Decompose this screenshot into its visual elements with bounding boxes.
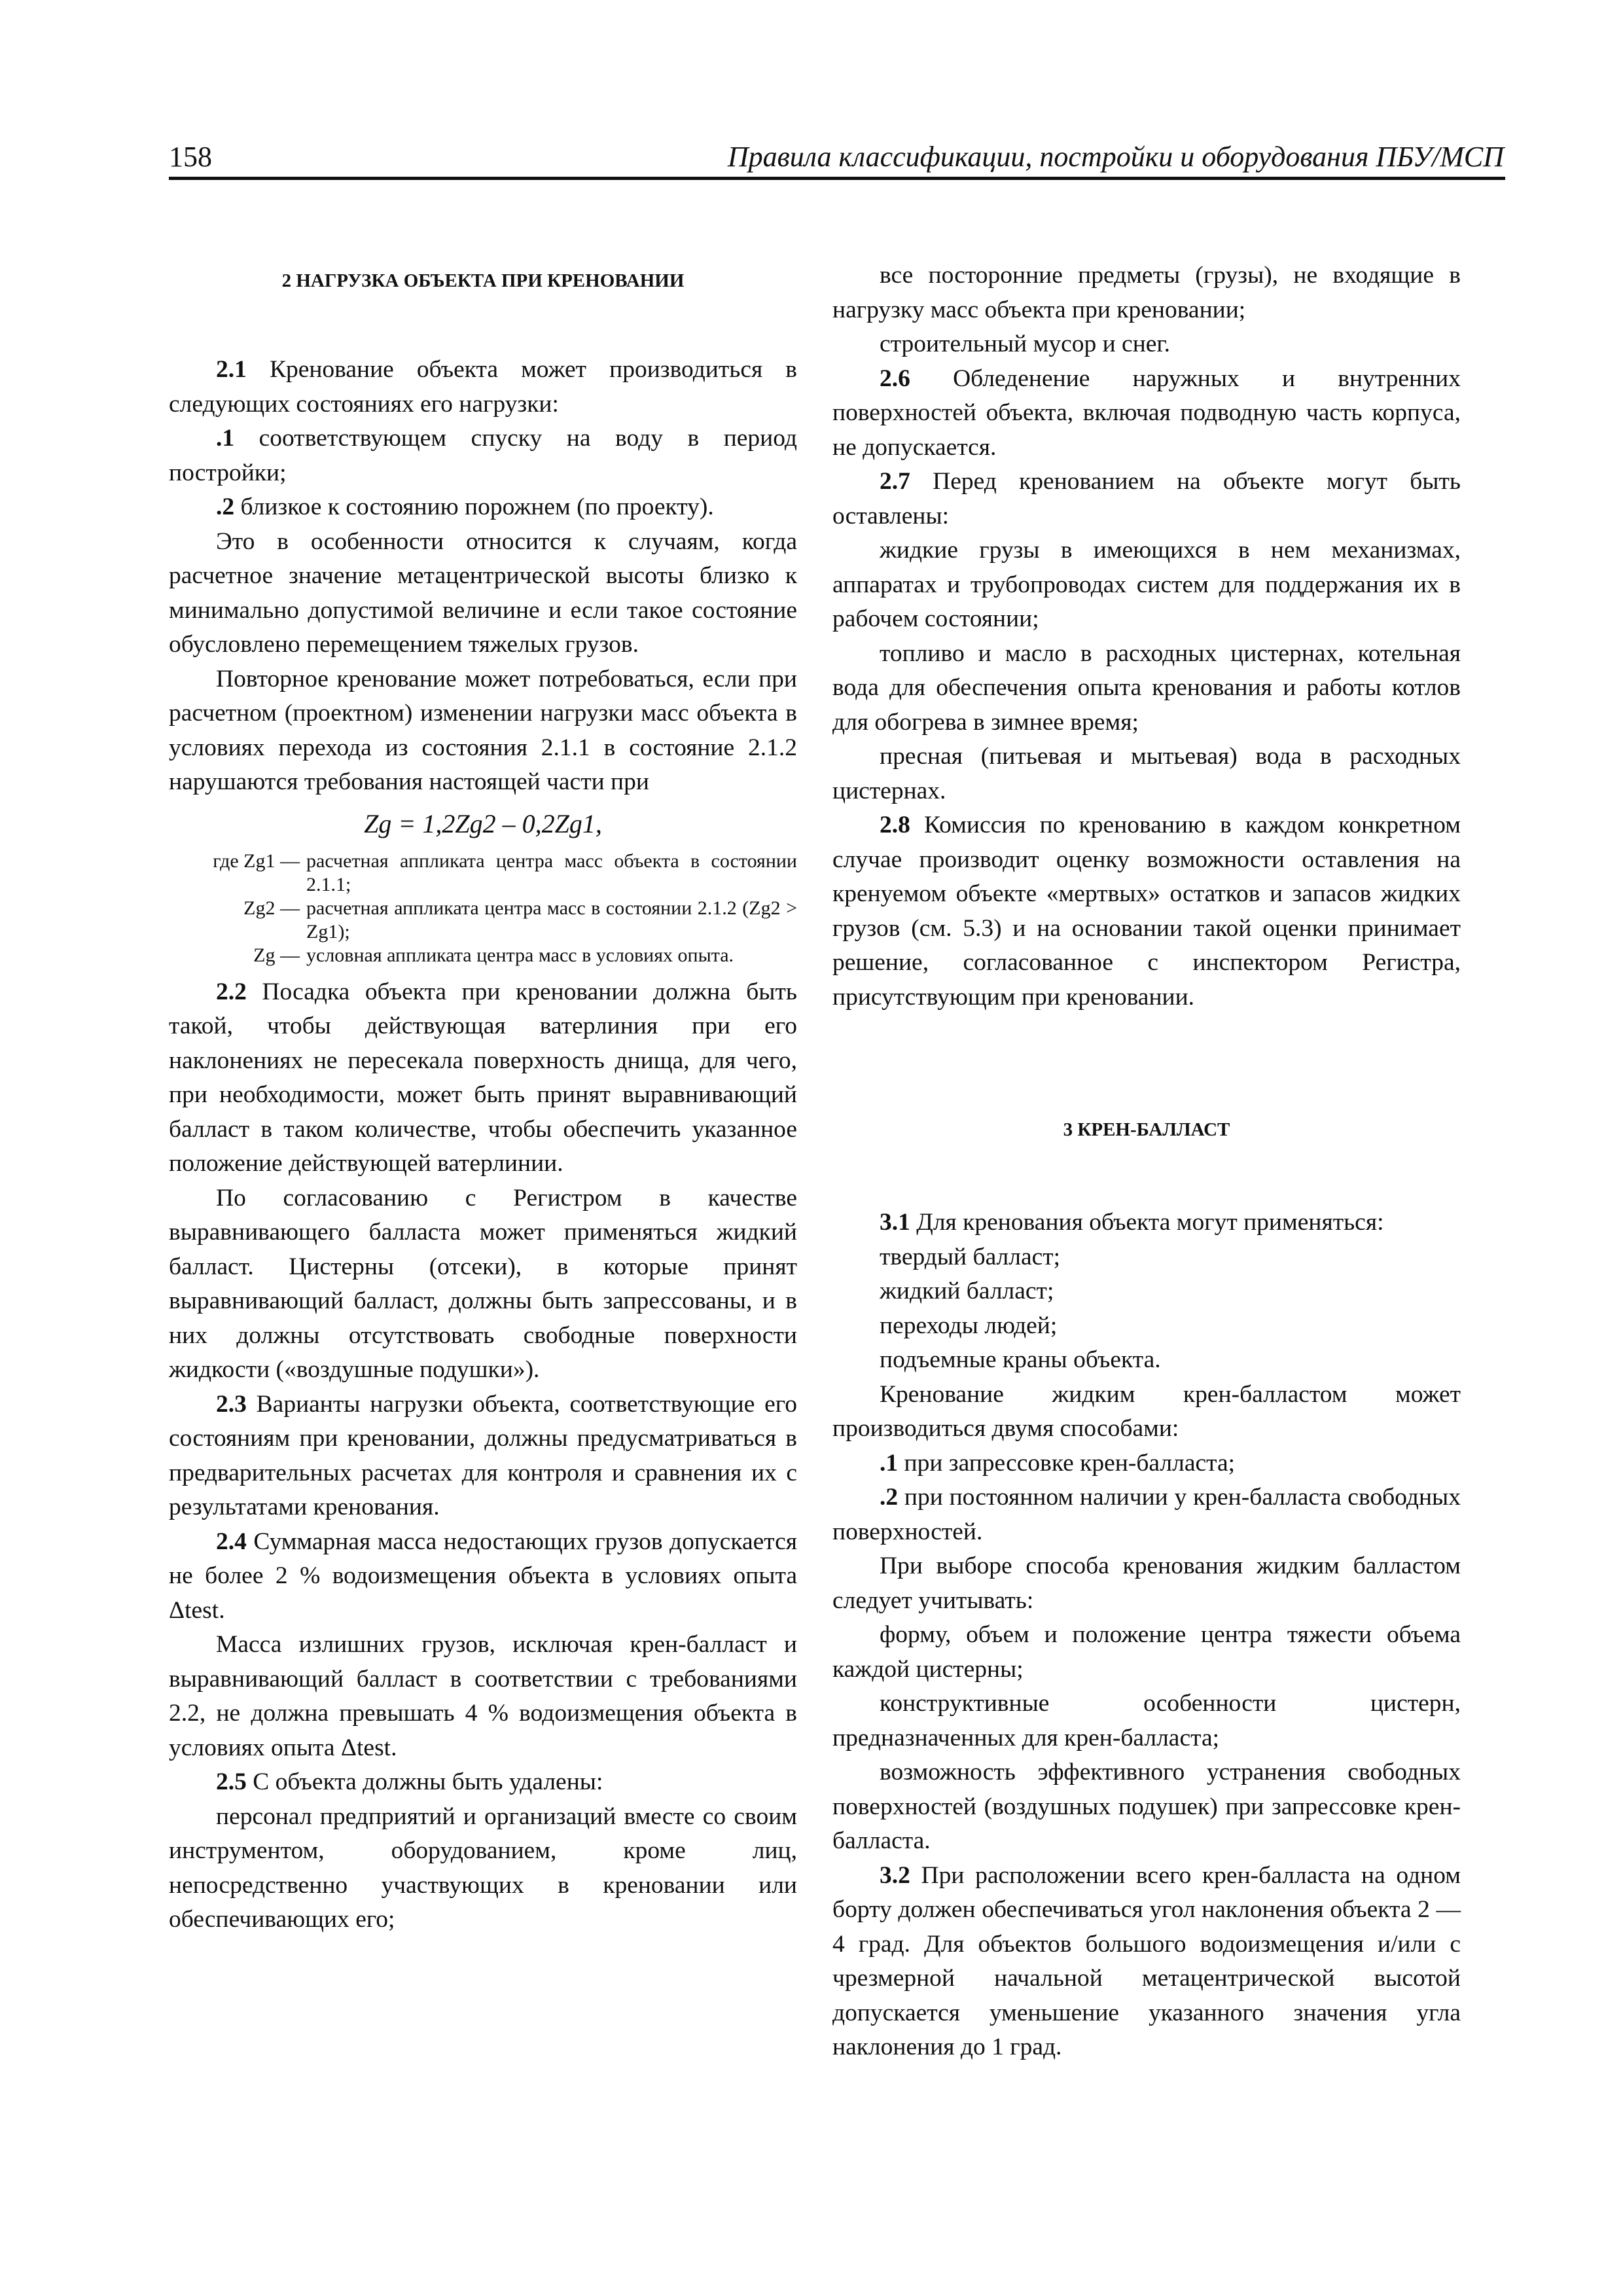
clause-number: 2.2	[216, 978, 247, 1005]
section-heading-3: 3 КРЕН-БАЛЛАСТ	[1063, 1119, 1230, 1140]
clause-number: 2.6	[880, 365, 910, 392]
paragraph-2-2: 2.2 Посадка объекта при креновании должна быть такой, чтобы действующая ватерлиния при его наклонениях не пересекала поверхность днища, для чего, при необходимости, может быть принят выравнивающий балласт в таком количестве, чтобы обеспечить указанное положение действующей ватерлинии.	[169, 978, 797, 1177]
paragraph-register-agreement: По согласованию с Регистром в качестве выравнивающего балласта может применяться жидкий балласт. Цистерны (отсеки), в которые принят выравнивающий балласт, должны быть запрессованы, и в них должны отсутствовать свободные поверхности жидкости («воздушные подушки»).	[169, 1184, 797, 1383]
paragraph-method-choice: При выборе способа кренования жидким балластом следует учитывать:	[832, 1552, 1461, 1614]
paragraph-repeat-inclining: Повторное кренование может потребоваться, если при расчетном (проектном) изменении нагрузки масс объекта в условиях перехода из состояния 2.1.1 в состояние 2.1.2 нарушаются требования настоящей части при	[169, 665, 797, 795]
paragraph-3-1: 3.1 Для кренования объекта могут применяться:	[880, 1209, 1384, 1236]
paragraph-2-3: 2.3 Варианты нагрузки объекта, соответствующие его состояниям при креновании, должны предусматриваться в предварительных расчетах для контроля и сравнения их с результатами кренования.	[169, 1390, 797, 1520]
paragraph-2-1: 2.1 Кренование объекта может производиться в следующих состояниях его нагрузки:	[169, 356, 797, 418]
clause-number: 2.5	[216, 1768, 247, 1795]
paragraph-special-case: Это в особенности относится к случаям, когда расчетное значение метацентрической высоты близко к минимально допустимой величине и если такое состояние обусловлено перемещением тяжелых грузов.	[169, 528, 797, 658]
definition-zg1: где Zg1 — расчетная аппликата центра масс объекта в состоянии 2.1.1;	[213, 850, 797, 895]
paragraph-2-8: 2.8 Комиссия по кренованию в каждом конкретном случае производит оценку возможности оставления на кренуемом объекте «мертвых» остатков и запасов жидких грузов (см. 5.3) и на основании такой оценки принимает решение, согласованное с инспектором Регистра, присутствующим при креновании.	[832, 812, 1461, 1011]
item-number: .1	[216, 425, 235, 452]
list-item-solid-ballast: твердый балласт;	[880, 1243, 1061, 1270]
header-rule	[169, 177, 1505, 180]
paragraph-2-7: 2.7 Перед кренованием на объекте могут быть оставлены:	[832, 468, 1461, 529]
definition-zg: Zg — условная аппликата центра масс в условиях опыта.	[253, 944, 734, 966]
paragraph-foreign-objects: все посторонние предметы (грузы), не входящие в нагрузку масс объекта при креновании;	[832, 262, 1461, 323]
formula-definitions	[169, 850, 797, 967]
paragraph-debris: строительный мусор и снег.	[880, 331, 1170, 357]
paragraph-2-4: 2.4 Суммарная масса недостающих грузов допускается не более 2 % водоизмещения объекта в условиях опыта Δtest.	[169, 1528, 797, 1624]
definition-zg2: Zg2 — расчетная аппликата центра масс в состоянии 2.1.2 (Zg2 > Zg1);	[243, 897, 797, 942]
clause-number: 2.7	[880, 468, 910, 495]
formula: Zg = 1,2Zg2 – 0,2Zg1,	[364, 808, 602, 838]
list-item-2: .2 близкое к состоянию порожнем (по проекту).	[216, 493, 714, 520]
paragraph-tank-design: конструктивные особенности цистерн, предназначенных для крен-балласта;	[832, 1690, 1461, 1751]
list-item-people: переходы людей;	[880, 1312, 1058, 1339]
method-item-2: .2 при постоянном наличии у крен-балласта свободных поверхностей.	[832, 1484, 1461, 1545]
paragraph-tank-shape: форму, объем и положение центра тяжести объема каждой цистерны;	[832, 1621, 1461, 1683]
paragraph-methods: Кренование жидким крен-балластом может производиться двумя способами:	[832, 1380, 1461, 1442]
paragraph-2-6: 2.6 Обледенение наружных и внутренних поверхностей объекта, включая подводную часть корпуса, не допускается.	[832, 365, 1461, 461]
item-number: .1	[880, 1449, 899, 1477]
list-item-liquid-ballast: жидкий балласт;	[880, 1278, 1054, 1304]
method-item-1: .1 при запрессовке крен-балласта;	[880, 1449, 1236, 1477]
running-title: Правила классификации, постройки и оборудования ПБУ/МСП	[727, 141, 1504, 173]
right-column	[832, 259, 1461, 2065]
clause-number: 3.2	[880, 1861, 910, 1889]
list-item-1: .1 соответствующем спуску на воду в период постройки;	[169, 425, 797, 486]
paragraph-surface-removal: возможность эффективного устранения свободных поверхностей (воздушных подушек) при запрессовке крен-балласта.	[832, 1759, 1461, 1854]
clause-number: 2.1	[216, 356, 247, 383]
item-number: .2	[880, 1484, 899, 1511]
paragraph-personnel: персонал предприятий и организаций вместе со своим инструментом, оборудованием, кроме лиц, непосредственно участвующих в креновании или обеспечивающих его;	[169, 1803, 797, 1933]
clause-number: 2.3	[216, 1390, 247, 1418]
clause-number: 2.8	[880, 812, 910, 838]
list-item-cranes: подъемные краны объекта.	[880, 1346, 1161, 1373]
clause-number: 3.1	[880, 1209, 910, 1236]
page-header	[169, 136, 1504, 177]
section-heading-2: 2 НАГРУЗКА ОБЪЕКТА ПРИ КРЕНОВАНИИ	[281, 270, 685, 291]
paragraph-liquid-loads: жидкие грузы в имеющихся в нем механизмах, аппаратах и трубопроводах систем для поддержания их в рабочем состоянии;	[832, 537, 1461, 632]
paragraph-excess-mass: Масса излишних грузов, исключая крен-балласт и выравнивающий балласт в соответствии с требованиями 2.2, не должна превышать 4 % водоизмещения объекта в условиях опыта Δtest.	[169, 1631, 797, 1761]
page-number: 158	[169, 141, 212, 173]
left-column	[169, 259, 797, 1937]
paragraph-fresh-water: пресная (питьевая и мытьевая) вода в расходных цистернах.	[832, 743, 1461, 804]
clause-number: 2.4	[216, 1528, 247, 1555]
paragraph-fuel-oil: топливо и масло в расходных цистернах, котельная вода для обеспечения опыта кренования и работы котлов для обогрева в зимнее время;	[832, 639, 1461, 736]
item-number: .2	[216, 493, 235, 520]
paragraph-2-5: 2.5 С объекта должны быть удалены:	[216, 1768, 603, 1795]
paragraph-3-2: 3.2 При расположении всего крен-балласта на одном борту должен обеспечиваться угол наклонения объекта 2 — 4 град. Для объектов большого водоизмещения и/или с чрезмерной начальной метацентрической высотой допускается уменьшение указанного значения угла наклонения до 1 град.	[832, 1861, 1461, 2060]
